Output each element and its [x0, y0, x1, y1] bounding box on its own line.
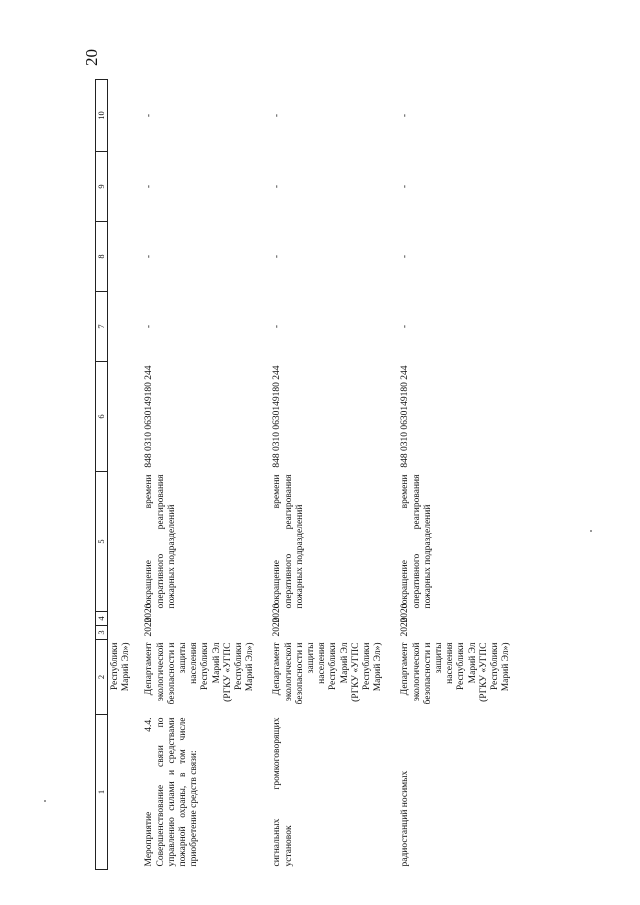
continuation-row: [108, 80, 141, 870]
table-cell: 2020: [400, 603, 411, 623]
table-cell: 2020: [272, 603, 283, 623]
table-cell: [108, 472, 141, 612]
rotated-table-container: [95, 80, 545, 870]
column-header: 4: [96, 612, 108, 626]
table-cell: радиостанций носимых: [400, 770, 411, 867]
scan-speck: [590, 530, 592, 532]
table-cell: [108, 626, 141, 640]
table-cell: [108, 222, 141, 292]
table-cell: сигнальных громкоговорящих установок: [272, 717, 294, 867]
table-cell: 848 0310 0630149180 244: [144, 365, 155, 468]
table-cell: 2020: [144, 617, 155, 637]
table-cell: -: [144, 324, 155, 329]
table-cell: -: [144, 254, 155, 259]
page-number: 20: [82, 49, 101, 66]
table-row: [140, 80, 268, 870]
table-cell: 2020: [272, 617, 283, 637]
table-cell: -: [272, 113, 283, 118]
table-cell: -: [400, 184, 411, 189]
table-cell: [108, 292, 141, 362]
table-cell: -: [400, 324, 411, 329]
column-header: 8: [96, 222, 108, 292]
table-cell: сокращение времени оперативного реагирования пожарных подразделений: [272, 474, 305, 609]
table-cell: 2020: [400, 617, 411, 637]
table-row: [268, 80, 396, 870]
scan-speck: [44, 800, 46, 802]
table-cell: сокращение времени оперативного реагирования пожарных подразделений: [144, 474, 177, 609]
column-number-row: [96, 80, 108, 870]
table-cell: 848 0310 0630149180 244: [400, 365, 411, 468]
column-header: 5: [96, 472, 108, 612]
table-cell: [108, 362, 141, 472]
table-cell: Департамент экологической безопасности и защиты населения Республики Марий Эл (РГКУ «УГПС Республики Марий Эл»): [400, 642, 512, 705]
table-cell: [108, 152, 141, 222]
table-cell: [108, 612, 141, 626]
table-cell: Департамент экологической безопасности и защиты населения Республики Марий Эл (РГКУ «УГПС Республики Марий Эл»): [272, 642, 384, 705]
column-header: 6: [96, 362, 108, 472]
table-cell: 2020: [144, 603, 155, 623]
table-cell: [108, 715, 141, 870]
column-header: 3: [96, 626, 108, 640]
table-cell: -: [144, 113, 155, 118]
table-cell: -: [400, 254, 411, 259]
table-cell: Мероприятие 4.4. Совершенствование связи по управлению силами и средствами пожарной охраны, в том числе приобретение средств связи:: [144, 717, 200, 867]
table-cell: -: [272, 184, 283, 189]
table-cell: [108, 80, 141, 152]
column-header: 1: [96, 715, 108, 870]
table-cell: -: [272, 254, 283, 259]
table-cell: -: [400, 113, 411, 118]
table-cell: 848 0310 0630149180 244: [272, 365, 283, 468]
column-header: 2: [96, 640, 108, 715]
table-cell: -: [144, 184, 155, 189]
table-cell: -: [272, 324, 283, 329]
column-header: 10: [96, 80, 108, 152]
column-header: 7: [96, 292, 108, 362]
program-table: [95, 79, 524, 870]
table-cell: сокращение времени оперативного реагирования пожарных подразделений: [400, 474, 433, 609]
column-header: 9: [96, 152, 108, 222]
table-cell: Республики Марий Эл»): [110, 642, 132, 692]
table-row: [396, 80, 524, 870]
table-cell: Департамент экологической безопасности и защиты населения Республики Марий Эл (РГКУ «УГПС Республики Марий Эл»): [144, 642, 256, 705]
